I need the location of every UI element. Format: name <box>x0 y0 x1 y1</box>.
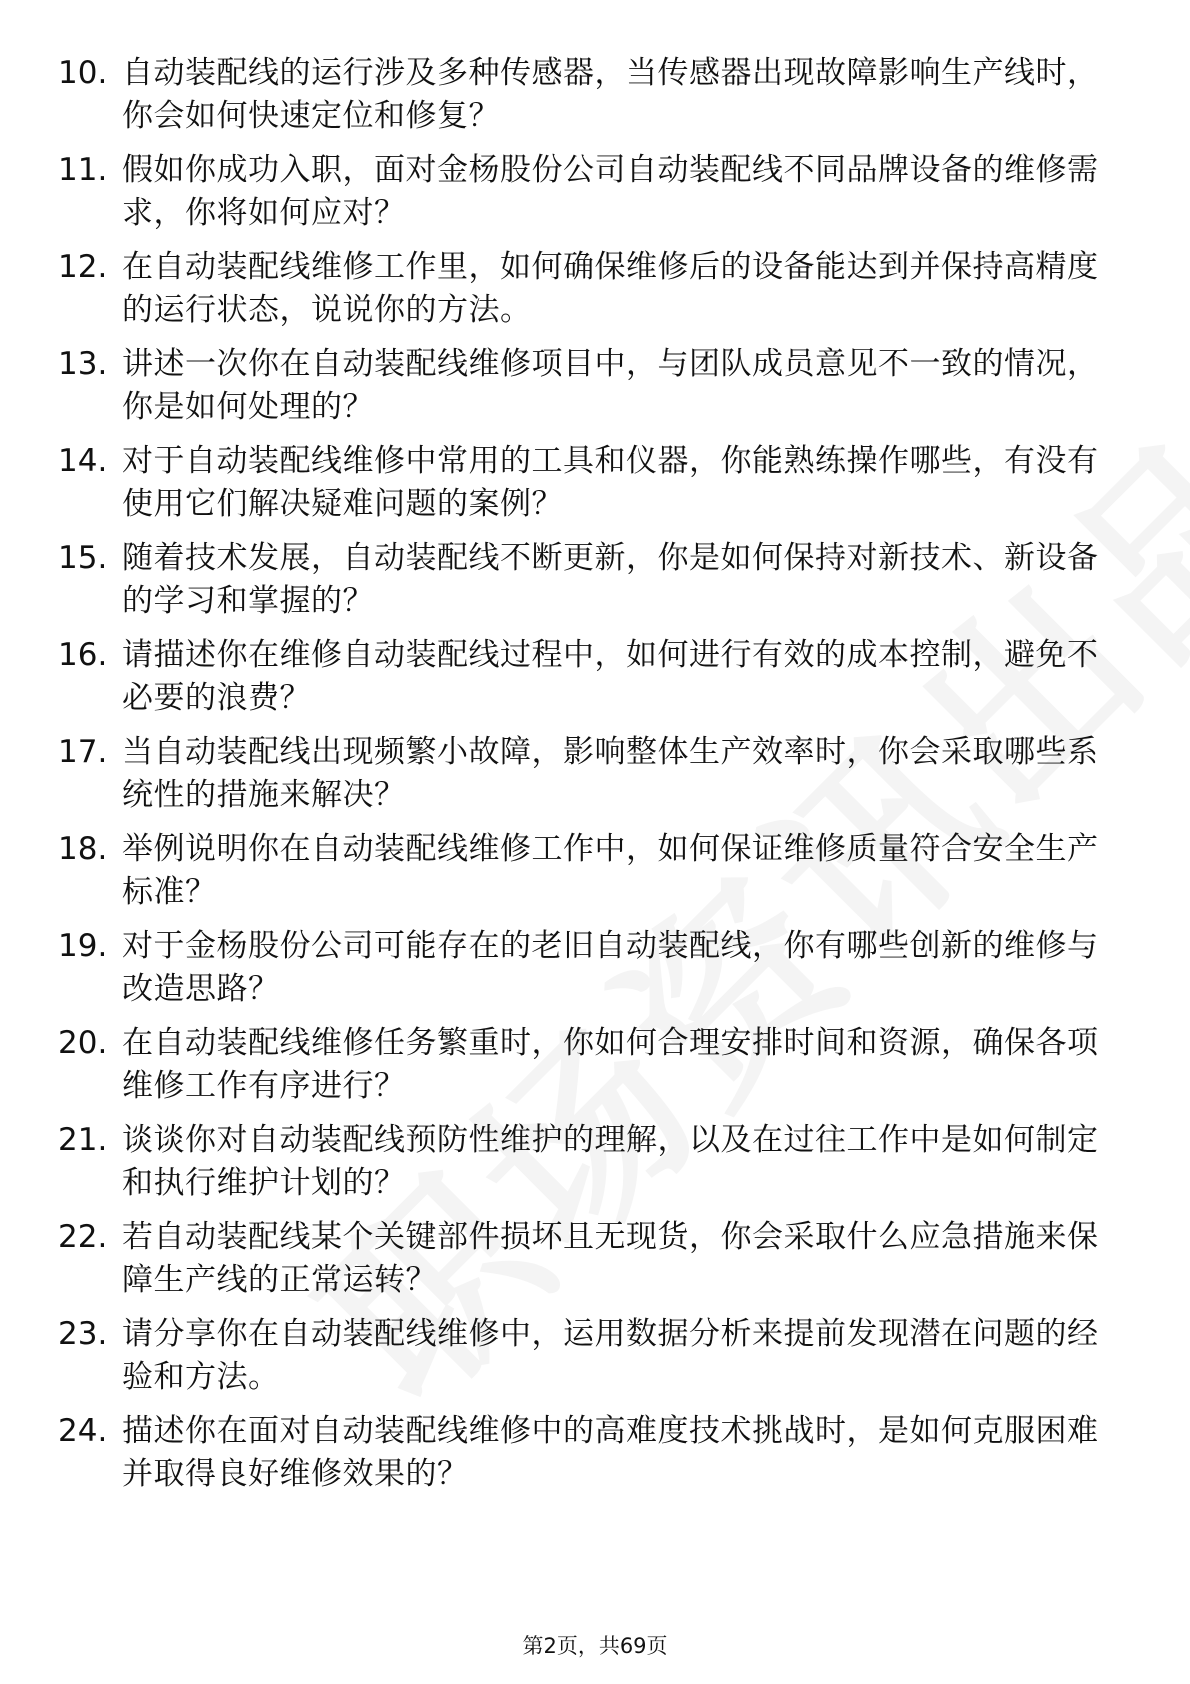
question-text: 自动装配线的运行涉及多种传感器，当传感器出现故障影响生产线时，你会如何快速定位和修复？ <box>122 55 1099 134</box>
question-text: 在自动装配线维修任务繁重时，你如何合理安排时间和资源，确保各项维修工作有序进行？ <box>122 1025 1099 1104</box>
question-number: 10. <box>58 55 108 91</box>
question-text: 请描述你在维修自动装配线过程中，如何进行有效的成本控制，避免不必要的浪费？ <box>122 637 1099 716</box>
question-text: 对于金杨股份公司可能存在的老旧自动装配线，你有哪些创新的维修与改造思路？ <box>122 928 1099 1007</box>
question-number: 24. <box>58 1413 108 1449</box>
question-text: 描述你在面对自动装配线维修中的高难度技术挑战时，是如何克服困难并取得良好维修效果的？ <box>122 1413 1099 1492</box>
question-item <box>58 1410 1108 1507</box>
question-text: 谈谈你对自动装配线预防性维护的理解，以及在过往工作中是如何制定和执行维护计划的？ <box>122 1122 1099 1201</box>
question-number: 13. <box>58 346 108 382</box>
question-item <box>58 246 1108 343</box>
question-item <box>58 1216 1108 1313</box>
page-footer: 第2页，共69页 <box>522 1634 668 1658</box>
question-item <box>58 1313 1108 1410</box>
question-item <box>58 925 1108 1022</box>
question-item <box>58 828 1108 925</box>
question-number: 18. <box>58 831 108 867</box>
question-number: 11. <box>58 152 108 188</box>
question-number: 23. <box>58 1316 108 1352</box>
question-number: 21. <box>58 1122 108 1158</box>
question-number: 14. <box>58 443 108 479</box>
question-item <box>58 52 1108 149</box>
question-text: 讲述一次你在自动装配线维修项目中，与团队成员意见不一致的情况，你是如何处理的？ <box>122 346 1099 425</box>
question-text: 随着技术发展，自动装配线不断更新，你是如何保持对新技术、新设备的学习和掌握的？ <box>122 540 1099 619</box>
question-item <box>58 731 1108 828</box>
question-number: 15. <box>58 540 108 576</box>
question-text: 对于自动装配线维修中常用的工具和仪器，你能熟练操作哪些，有没有使用它们解决疑难问题的案例？ <box>122 443 1099 522</box>
question-list <box>58 52 1108 1507</box>
question-number: 12. <box>58 249 108 285</box>
question-text: 假如你成功入职，面对金杨股份公司自动装配线不同品牌设备的维修需求，你将如何应对？ <box>122 152 1099 231</box>
question-number: 22. <box>58 1219 108 1255</box>
question-number: 19. <box>58 928 108 964</box>
question-number: 17. <box>58 734 108 770</box>
question-number: 16. <box>58 637 108 673</box>
question-item <box>58 149 1108 246</box>
question-item <box>58 1022 1108 1119</box>
question-item <box>58 634 1108 731</box>
question-item <box>58 343 1108 440</box>
question-text: 请分享你在自动装配线维修中，运用数据分析来提前发现潜在问题的经验和方法。 <box>122 1316 1099 1395</box>
question-item <box>58 537 1108 634</box>
question-item <box>58 440 1108 537</box>
question-text: 若自动装配线某个关键部件损坏且无现货，你会采取什么应急措施来保障生产线的正常运转？ <box>122 1219 1099 1298</box>
question-text: 当自动装配线出现频繁小故障，影响整体生产效率时，你会采取哪些系统性的措施来解决？ <box>122 734 1099 813</box>
question-number: 20. <box>58 1025 108 1061</box>
question-text: 举例说明你在自动装配线维修工作中，如何保证维修质量符合安全生产标准？ <box>122 831 1099 910</box>
question-text: 在自动装配线维修工作里，如何确保维修后的设备能达到并保持高精度的运行状态，说说你的方法。 <box>122 249 1099 328</box>
question-item <box>58 1119 1108 1216</box>
